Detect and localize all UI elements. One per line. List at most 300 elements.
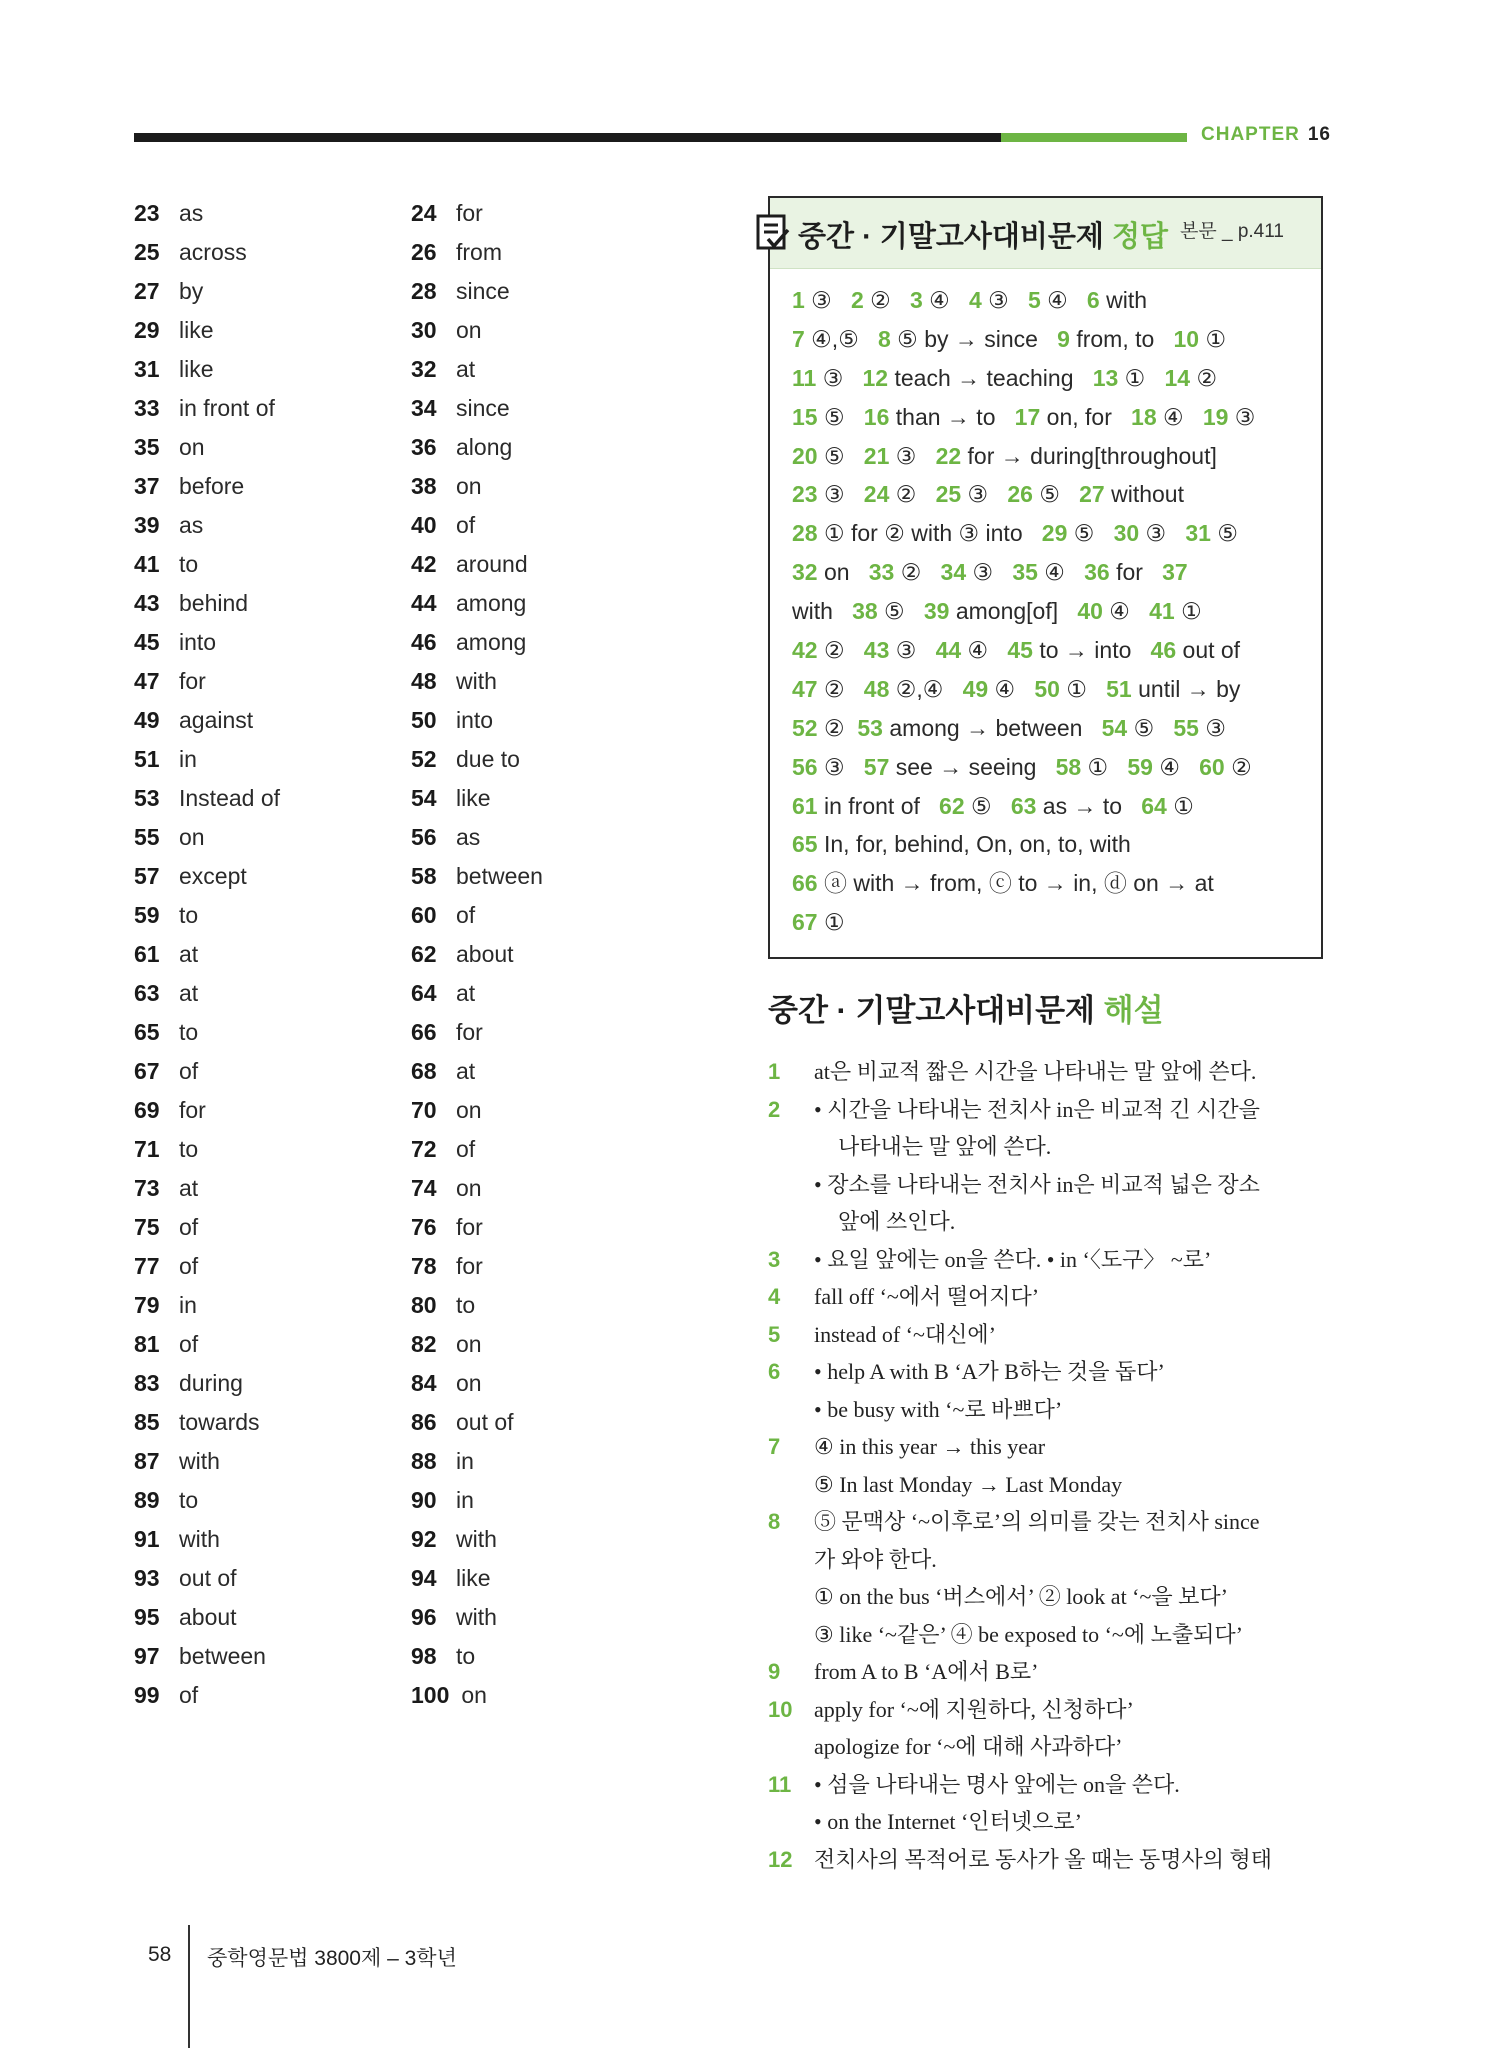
- answer-number: 52: [411, 746, 437, 772]
- question-number: 20: [792, 442, 818, 469]
- explanation-line: [768, 1428, 1328, 1466]
- explanation-title: [768, 985, 1164, 1030]
- answer-number: 28: [411, 278, 437, 304]
- answer-row: [134, 1169, 384, 1208]
- answer-number: 97: [134, 1643, 160, 1669]
- answer-text: on, for: [1040, 403, 1132, 430]
- explanation-text: ⑤ 문맥상 ‘~이후로’의 의미를 갖는 전치사 since: [814, 1509, 1260, 1534]
- answer-text: ①: [1118, 364, 1165, 391]
- explanation-line: [768, 1278, 1328, 1316]
- explanation-line: [768, 1241, 1328, 1279]
- explanation-number: 10: [768, 1696, 793, 1722]
- answer-number: 35: [134, 434, 160, 460]
- explanation-number: 6: [768, 1359, 781, 1384]
- answer-row: [411, 818, 661, 857]
- answer-row: [134, 350, 384, 389]
- answer-text: ③: [1139, 520, 1186, 547]
- answer-text: ②: [863, 287, 910, 313]
- answer-text: towards: [179, 1409, 260, 1435]
- question-number: 9: [1057, 325, 1070, 352]
- answer-row: [134, 506, 384, 545]
- question-number: 51: [1106, 675, 1132, 702]
- answer-row: [411, 1481, 661, 1520]
- answer-text: ①: [1059, 675, 1107, 702]
- answer-key-line: [792, 903, 1301, 942]
- question-number: 33: [868, 559, 895, 586]
- answer-row: [411, 311, 661, 350]
- question-number: 63: [1010, 792, 1037, 819]
- answer-key-title-main: 중간 · 기말고사대비문제: [798, 221, 1104, 253]
- question-number: 41: [1149, 598, 1175, 625]
- answer-text: In, for, behind, On, on, to, with: [817, 831, 1131, 858]
- answer-text: as: [179, 200, 204, 226]
- answer-text: like: [179, 356, 214, 382]
- question-number: 1: [792, 287, 805, 313]
- answer-number: 31: [134, 356, 160, 382]
- answer-text: for: [1109, 559, 1163, 586]
- answer-text: ③: [889, 442, 936, 469]
- explanation-line: [768, 1128, 1328, 1166]
- explanation-text: apologize for ‘~에 대해 사과하다’: [814, 1734, 1123, 1759]
- chapter-label: [1201, 124, 1331, 146]
- answer-row: [134, 1676, 384, 1715]
- answer-text: at: [179, 980, 199, 1006]
- explanation-line: [768, 1503, 1328, 1541]
- answer-key-line: [792, 514, 1301, 553]
- answer-text: for → during[throughout]: [961, 442, 1217, 469]
- answer-number: 41: [134, 551, 160, 577]
- answer-number: 80: [411, 1292, 437, 1318]
- answer-text: for: [179, 668, 206, 694]
- answer-text: ④: [1102, 598, 1150, 625]
- answer-number: 49: [134, 707, 160, 733]
- explanation-title-highlight: 해설: [1103, 993, 1164, 1028]
- answer-text: for: [179, 1097, 206, 1123]
- answer-text: ① for ② with ③ into: [817, 520, 1042, 547]
- answer-text: of: [179, 1253, 199, 1279]
- answer-key-title: [798, 214, 1168, 255]
- answer-number: 27: [134, 278, 160, 304]
- answer-text: at: [456, 356, 476, 382]
- answer-number: 79: [134, 1292, 160, 1318]
- answer-row: [134, 584, 384, 623]
- answer-text: ②: [894, 559, 941, 586]
- answer-row: [134, 818, 384, 857]
- answer-text: ④: [1037, 559, 1085, 586]
- book-title: 중학영문법 3800제 – 3학년: [207, 1947, 457, 1970]
- question-number: 38: [852, 598, 878, 625]
- question-number: 59: [1127, 753, 1153, 780]
- answer-text: ⑤: [1210, 520, 1238, 547]
- answer-row: [411, 1598, 661, 1637]
- answer-row: [134, 935, 384, 974]
- answer-number: 95: [134, 1604, 160, 1630]
- question-number: 27: [1079, 481, 1105, 508]
- explanation-line: [768, 1391, 1328, 1429]
- answer-text: on: [461, 1682, 487, 1708]
- answer-number: 84: [411, 1370, 437, 1396]
- answer-row: [411, 1520, 661, 1559]
- explanation-line: [768, 1691, 1328, 1729]
- answer-text: on: [456, 317, 482, 343]
- answer-text: on: [456, 473, 482, 499]
- answer-text: since: [456, 395, 510, 421]
- answer-row: [134, 1091, 384, 1130]
- explanation-text: 전치사의 목적어로 동사가 올 때는 동명사의 형태: [814, 1846, 1273, 1872]
- answer-text: to: [179, 551, 199, 577]
- explanation-line: [768, 1091, 1328, 1129]
- answer-text: into: [456, 707, 494, 733]
- answer-number: 60: [411, 902, 437, 928]
- explanation-text: • 장소를 나타내는 전치사 in은 비교적 넓은 장소: [814, 1171, 1260, 1197]
- answer-text: among[of]: [949, 598, 1078, 625]
- answer-text: of: [456, 512, 476, 538]
- answer-text: out of: [179, 1565, 237, 1591]
- answer-key-line: [792, 320, 1301, 359]
- answer-row: [134, 974, 384, 1013]
- explanation-line: [768, 1578, 1328, 1616]
- question-number: 6: [1086, 287, 1100, 313]
- answer-text: ⑤: [964, 792, 1011, 819]
- question-number: 31: [1185, 520, 1211, 547]
- answer-text: without: [1104, 481, 1184, 508]
- answer-text: ①: [1199, 325, 1227, 352]
- answer-text: with: [179, 1448, 220, 1474]
- answer-text: on: [456, 1370, 482, 1396]
- answer-text: in front of: [817, 792, 940, 819]
- question-number: 55: [1173, 714, 1199, 741]
- answer-key-header: [770, 198, 1321, 269]
- explanation-text: • 요일 앞에는 on을 쓴다. • in ‘〈도구〉 ~로’: [814, 1246, 1212, 1272]
- question-number: 65: [792, 831, 818, 858]
- answer-row: [411, 350, 661, 389]
- answer-number: 40: [411, 512, 437, 538]
- page-reference: 본문 _ p.411: [1180, 221, 1284, 242]
- answer-row: [411, 1286, 661, 1325]
- answer-text: ②: [817, 714, 858, 741]
- question-number: 16: [863, 403, 890, 430]
- answer-row: [411, 1325, 661, 1364]
- explanation-text: ③ like ‘~같은’ ④ be exposed to ‘~에 노출되다’: [814, 1621, 1243, 1647]
- explanation-line: [768, 1541, 1328, 1579]
- question-number: 37: [1162, 559, 1188, 586]
- answer-number: 90: [411, 1487, 437, 1513]
- answer-number: 58: [411, 863, 437, 889]
- answer-number: 69: [134, 1097, 160, 1123]
- answer-text: ③: [981, 287, 1028, 313]
- answer-text: on: [179, 434, 205, 460]
- answer-text: ⓐ with → from, ⓒ to → in, ⓓ on → at: [817, 870, 1214, 897]
- answer-text: of: [179, 1682, 199, 1708]
- question-number: 13: [1092, 364, 1119, 391]
- explanation-line: [768, 1203, 1328, 1241]
- answer-text: ⑤: [1032, 481, 1080, 508]
- answer-number: 30: [411, 317, 437, 343]
- answer-number: 42: [411, 551, 437, 577]
- explanation-text: 앞에 쓰인다.: [838, 1209, 956, 1234]
- explanation-number: 5: [768, 1321, 781, 1347]
- answer-row: [134, 1598, 384, 1637]
- question-number: 36: [1084, 559, 1110, 586]
- explanation-line: [768, 1841, 1328, 1879]
- answer-row: [134, 1052, 384, 1091]
- answer-text: ③: [966, 559, 1013, 586]
- question-number: 5: [1027, 287, 1041, 313]
- question-number: 54: [1101, 714, 1128, 741]
- answer-number: 61: [134, 941, 160, 967]
- answer-number: 86: [411, 1409, 437, 1435]
- answer-number: 23: [134, 200, 160, 226]
- answer-row: [134, 1637, 384, 1676]
- answer-number: 56: [411, 824, 437, 850]
- answer-row: [134, 662, 384, 701]
- answer-row: [134, 1481, 384, 1520]
- question-number: 2: [850, 287, 864, 313]
- answer-row: [411, 1169, 661, 1208]
- explanation-line: [768, 1316, 1328, 1354]
- answer-number: 25: [134, 239, 160, 265]
- answer-text: from, to: [1069, 325, 1174, 352]
- answer-key-line: [792, 825, 1301, 864]
- answer-text: due to: [456, 746, 520, 772]
- answer-text: ⑤: [877, 598, 924, 625]
- answer-row: [411, 1637, 661, 1676]
- answer-text: around: [456, 551, 528, 577]
- answer-text: on: [456, 1331, 482, 1357]
- question-number: 19: [1202, 403, 1229, 430]
- question-number: 15: [792, 403, 818, 430]
- answer-number: 64: [411, 980, 437, 1006]
- explanation-text: apply for ‘~에 지원하다, 신청하다’: [814, 1696, 1134, 1722]
- answer-row: [411, 857, 661, 896]
- question-number: 14: [1164, 364, 1191, 391]
- answer-key-line: [792, 670, 1301, 709]
- answer-key-line: [792, 592, 1301, 631]
- answer-number: 85: [134, 1409, 160, 1435]
- answer-column-left: [134, 194, 384, 1715]
- explanation-line: [768, 1766, 1328, 1804]
- answer-text: before: [179, 473, 245, 499]
- answer-text: to: [456, 1643, 476, 1669]
- answer-number: 71: [134, 1136, 160, 1162]
- answer-row: [134, 1403, 384, 1442]
- question-number: 49: [962, 675, 989, 702]
- explanation-text: • 섬을 나타내는 명사 앞에는 on을 쓴다.: [814, 1771, 1180, 1797]
- answer-number: 74: [411, 1175, 437, 1201]
- footer-divider: [188, 1925, 190, 2048]
- answer-row: [411, 584, 661, 623]
- answer-text: for: [456, 1214, 483, 1240]
- answer-number: 76: [411, 1214, 437, 1240]
- explanation-text: at은 비교적 짧은 시간을 나타내는 말 앞에 쓴다.: [814, 1059, 1257, 1084]
- answer-key-line: [792, 631, 1301, 670]
- explanation-title-main: 중간 · 기말고사대비문제: [768, 993, 1096, 1028]
- answer-text: against: [179, 707, 254, 733]
- answer-number: 29: [134, 317, 160, 343]
- answer-text: behind: [179, 590, 249, 616]
- question-number: 60: [1199, 753, 1225, 780]
- answer-number: 57: [134, 863, 160, 889]
- answer-number: 99: [134, 1682, 160, 1708]
- answer-text: to: [179, 1487, 199, 1513]
- answer-text: at: [179, 941, 199, 967]
- answer-row: [411, 233, 661, 272]
- answer-text: ②: [817, 637, 864, 664]
- answer-number: 44: [411, 590, 437, 616]
- answer-key-line: [792, 437, 1301, 476]
- answer-number: 75: [134, 1214, 160, 1240]
- answer-row: [134, 1286, 384, 1325]
- question-number: 22: [935, 442, 962, 469]
- question-number: 42: [792, 637, 818, 664]
- answer-key-line: [792, 787, 1301, 826]
- question-number: 62: [939, 792, 965, 819]
- answer-number: 36: [411, 434, 437, 460]
- answer-row: [134, 233, 384, 272]
- answer-text: ④: [1152, 753, 1200, 780]
- answer-text: with: [456, 668, 497, 694]
- answer-text: ④: [961, 637, 1008, 664]
- answer-text: ⑤: [817, 442, 864, 469]
- answer-row: [411, 1091, 661, 1130]
- explanation-number: 9: [768, 1659, 781, 1684]
- answer-text: between: [456, 863, 543, 889]
- answer-row: [411, 662, 661, 701]
- answer-row: [134, 1130, 384, 1169]
- answer-text: teach → teaching: [888, 364, 1093, 391]
- answer-number: 55: [134, 824, 160, 850]
- explanation-line: [768, 1053, 1328, 1091]
- answer-number: 34: [411, 395, 437, 421]
- answer-text: by: [179, 278, 204, 304]
- answer-text: of: [179, 1331, 199, 1357]
- answer-row: [411, 1364, 661, 1403]
- answer-text: between: [179, 1643, 266, 1669]
- answer-text: ④: [988, 675, 1035, 702]
- answer-row: [134, 1208, 384, 1247]
- answer-text: except: [179, 863, 247, 889]
- answer-text: along: [456, 434, 513, 460]
- answer-text: ③: [961, 481, 1008, 508]
- explanation-number: 4: [768, 1284, 781, 1309]
- answer-number: 78: [411, 1253, 437, 1279]
- answer-number: 26: [411, 239, 437, 265]
- answer-text: from: [456, 239, 502, 265]
- explanation-text: • on the Internet ‘인터넷으로’: [814, 1809, 1082, 1834]
- answer-text: ③: [816, 364, 863, 391]
- answer-text: ①: [1174, 598, 1202, 625]
- answer-number: 46: [411, 629, 437, 655]
- answer-key-line: [792, 553, 1301, 592]
- answer-row: [411, 701, 661, 740]
- answer-text: than → to: [889, 403, 1015, 430]
- question-number: 40: [1077, 598, 1103, 625]
- answer-number: 32: [411, 356, 437, 382]
- answer-text: on: [817, 559, 869, 586]
- answer-row: [411, 1403, 661, 1442]
- explanation-number: 12: [768, 1846, 793, 1872]
- answer-text: about: [456, 941, 514, 967]
- question-number: 8: [878, 325, 891, 352]
- answer-row: [134, 467, 384, 506]
- answer-number: 82: [411, 1331, 437, 1357]
- answer-text: ③: [1228, 403, 1256, 430]
- answer-text: to: [179, 902, 199, 928]
- answer-key-line: [792, 864, 1301, 903]
- explanation-number: 2: [768, 1096, 781, 1122]
- explanation-text: ① on the bus ‘버스에서’ ② look at ‘~을 보다’: [814, 1584, 1228, 1609]
- answer-row: [134, 857, 384, 896]
- answer-text: on: [179, 824, 205, 850]
- answer-number: 91: [134, 1526, 160, 1552]
- answer-text: for: [456, 1019, 483, 1045]
- answer-text: to: [456, 1292, 476, 1318]
- answer-text: out of: [456, 1409, 514, 1435]
- answer-number: 65: [134, 1019, 160, 1045]
- answer-row: [411, 506, 661, 545]
- answer-row: [134, 194, 384, 233]
- answer-text: across: [179, 239, 247, 265]
- answer-text: Instead of: [179, 785, 281, 811]
- answer-number: 72: [411, 1136, 437, 1162]
- question-number: 66: [792, 870, 818, 897]
- answer-text: of: [456, 1136, 476, 1162]
- answer-text: ②: [889, 481, 936, 508]
- explanation-text: 나타내는 말 앞에 쓴다.: [838, 1134, 1052, 1159]
- answer-row: [411, 194, 661, 233]
- answer-text: in front of: [179, 395, 275, 421]
- explanation-line: [768, 1616, 1328, 1654]
- answer-text: among: [456, 590, 527, 616]
- answer-number: 100: [411, 1682, 450, 1708]
- answer-text: ③: [1198, 714, 1226, 741]
- answer-row: [411, 1052, 661, 1091]
- question-number: 61: [792, 792, 818, 819]
- question-number: 35: [1012, 559, 1038, 586]
- question-number: 12: [862, 364, 889, 391]
- answer-number: 45: [134, 629, 160, 655]
- answer-number: 50: [411, 707, 437, 733]
- answer-text: with: [456, 1526, 497, 1552]
- answer-text: in: [456, 1487, 474, 1513]
- answer-row: [134, 389, 384, 428]
- answer-row: [134, 1520, 384, 1559]
- explanation-list: [768, 1053, 1328, 1878]
- answer-number: 73: [134, 1175, 160, 1201]
- answer-text: see → seeing: [889, 753, 1056, 780]
- answer-text: out of: [1176, 637, 1241, 664]
- explanation-text: • 시간을 나타내는 전치사 in은 비교적 긴 시간을: [814, 1096, 1260, 1122]
- explanation-number: 1: [768, 1059, 781, 1084]
- answer-text: at: [456, 1058, 476, 1084]
- answer-row: [134, 1442, 384, 1481]
- explanation-line: [768, 1803, 1328, 1841]
- answer-text: like: [456, 785, 491, 811]
- answer-number: 66: [411, 1019, 437, 1045]
- answer-number: 93: [134, 1565, 160, 1591]
- answer-number: 47: [134, 668, 160, 694]
- answer-row: [411, 545, 661, 584]
- answer-text: in: [179, 1292, 197, 1318]
- question-number: 28: [792, 520, 818, 547]
- answer-row: [134, 1247, 384, 1286]
- answer-text: in: [179, 746, 197, 772]
- explanation-text: • help A with B ‘A가 B하는 것을 돕다’: [814, 1359, 1165, 1384]
- answer-text: ④,⑤: [804, 325, 878, 352]
- answer-row: [134, 740, 384, 779]
- explanation-text: from A to B ‘A에서 B로’: [814, 1659, 1039, 1684]
- answer-row: [411, 1208, 661, 1247]
